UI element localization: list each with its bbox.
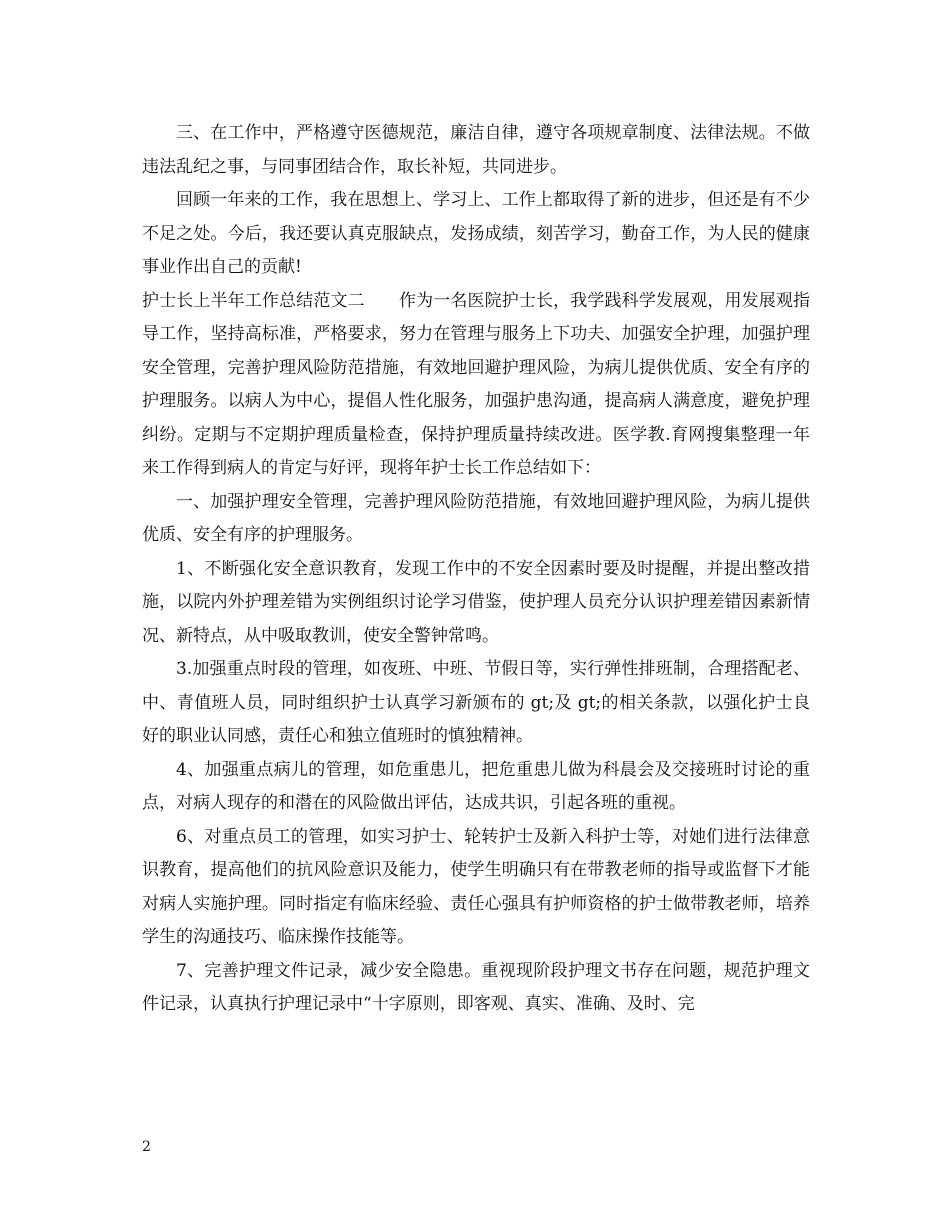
paragraph: 回顾一年来的工作，我在思想上、学习上、工作上都取得了新的进步，但还是有不少不足之处。今后，我还要认真克服缺点，发扬成绩，刻苦学习，勤奋工作，为人民的健康事业作出自己的贡献! (142, 190, 810, 277)
paragraph: 护士长上半年工作总结范文二 作为一名医院护士长，我学践科学发展观，用发展观指导工作，坚持高标准，严格要求，努力在管理与服务上下功夫、加强安全护理，加强护理安全管理，完善护理风险防范措施，有效地回避护理风险，为病儿提供优质、安全有序的护理服务。以病人为中心，提倡人性化服务，加强护患沟通，提高病人满意度，避免护理纠纷。定期与不定期护理质量检查，保持护理质量持续改进。医学教.育网搜集整理一年来工作得到病人的肯定与好评，现将年护士长工作总结如下： (142, 290, 810, 478)
document-body (142, 117, 810, 1022)
paragraph: 7、完善护理文件记录，减少安全隐患。重视现阶段护理文书存在问题，规范护理文件记录，认真执行护理记录中“十字原则，即客观、真实、准确、及时、完 (142, 960, 810, 1014)
paragraph: 1、不断强化安全意识教育，发现工作中的不安全因素时要及时提醒，并提出整改措施，以院内外护理差错为实例组织讨论学习借鉴，使护理人员充分认识护理差错因素新情况、新特点，从中吸取教训，使安全警钟常鸣。 (142, 558, 810, 646)
paragraph: 3.加强重点时段的管理，如夜班、中班、节假日等，实行弹性排班制，合理搭配老、中、青值班人员，同时组织护士认真学习新颁布的 gt;及 gt;的相关条款，以强化护士良好的职业认同感，责任心和独立值班时的慎独精神。 (142, 659, 810, 746)
paragraph: 4、加强重点病儿的管理，如危重患儿，把危重患儿做为科晨会及交接班时讨论的重点，对病人现存的和潜在的风险做出评估，达成共识，引起各班的重视。 (142, 759, 810, 813)
paragraph: 6、对重点员工的管理，如实习护士、轮转护士及新入科护士等，对她们进行法律意识教育，提高他们的抗风险意识及能力，使学生明确只有在带教老师的指导或监督下才能对病人实施护理。同时指定有临床经验、责任心强具有护师资格的护士做带教老师，培养学生的沟通技巧、临床操作技能等。 (142, 826, 810, 947)
paragraph: 一、加强护理安全管理，完善护理风险防范措施，有效地回避护理风险，为病儿提供优质、安全有序的护理服务。 (142, 491, 810, 545)
paragraph: 三、在工作中，严格遵守医德规范，廉洁自律，遵守各项规章制度、法律法规。不做违法乱纪之事，与同事团结合作，取长补短，共同进步。 (142, 123, 810, 177)
page-number: 2 (142, 1139, 151, 1155)
